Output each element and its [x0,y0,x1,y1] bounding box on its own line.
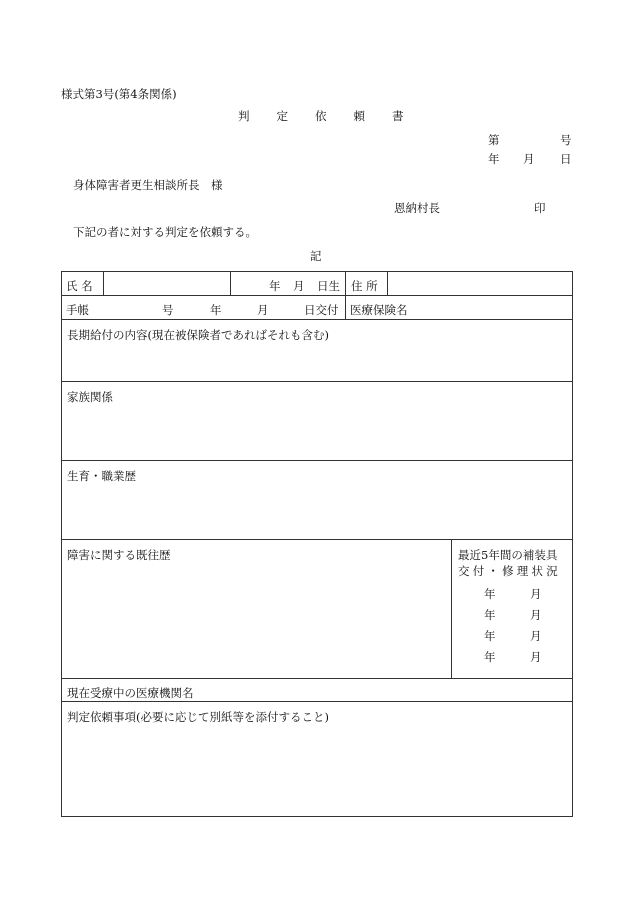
device-history-title-line1: 最近5年間の補装具 [458,548,558,562]
career-cell[interactable] [62,461,573,540]
insurance-label: 医療保険名 [350,303,408,317]
device-row-year: 年 [484,587,496,601]
techo-year: 年 [210,303,222,317]
row-techo-insurance [62,296,573,320]
title-char: 依 [315,109,327,123]
techo-month: 月 [257,303,269,317]
techo-label: 手帳 [66,303,89,317]
doc-number-prefix: 第 [488,133,500,147]
device-row-year: 年 [484,629,496,643]
address-label: 住 所 [351,279,378,293]
device-row-year: 年 [484,608,496,622]
sender-name: 恩納村長 [394,201,440,215]
request-items-cell[interactable] [62,702,573,817]
device-row-month: 月 [530,587,542,601]
family-cell[interactable] [62,382,573,461]
intro-text: 下記の者に対する判定を依頼する。 [73,225,257,239]
date-month: 月 [523,152,535,166]
techo-issued: 日交付 [304,303,339,317]
name-label: 氏 名 [66,279,93,293]
request-form-table [61,271,573,817]
document-title [238,111,404,123]
title-char: 定 [276,109,288,123]
date-year: 年 [488,152,500,166]
seal-mark: 印 [534,201,546,215]
device-history-cell[interactable] [452,540,572,678]
techo-divider [345,296,346,319]
row-name-address [62,272,573,296]
device-history-title [458,547,561,579]
device-row-year: 年 [484,650,496,664]
addressee: 身体障害者更生相談所長 様 [73,178,223,192]
date-day: 日 [560,152,572,166]
birth-month: 月 [293,279,305,293]
doc-number-suffix: 号 [560,133,572,147]
birth-day: 日生 [317,279,340,293]
disability-history-cell[interactable] [62,540,452,678]
ki-heading: 記 [310,249,322,263]
device-row-month: 月 [530,629,542,643]
birth-year: 年 [269,279,281,293]
techo-go: 号 [162,303,174,317]
form-number: 様式第3号(第4条関係) [61,87,177,101]
device-history-title-line2: 交付・修理状況 [458,564,561,578]
name-field[interactable] [103,272,231,295]
title-char: 判 [238,109,250,123]
disability-history-label: 障害に関する既往歴 [67,548,171,562]
request-items-label: 判定依頼事項(必要に応じて別紙等を添付すること) [67,710,329,724]
history-row [62,540,573,679]
title-char: 頼 [353,109,365,123]
current-medical-label: 現在受療中の医療機関名 [67,686,194,700]
address-field[interactable] [387,272,573,295]
current-medical-cell[interactable] [62,679,573,702]
long-term-benefits-cell[interactable] [62,320,573,382]
family-label: 家族関係 [67,390,113,404]
device-row-month: 月 [530,650,542,664]
device-row-month: 月 [530,608,542,622]
long-term-benefits-label: 長期給付の内容(現在被保険者であればそれも含む) [67,328,329,342]
title-char: 書 [392,109,404,123]
career-label: 生育・職業歴 [67,469,136,483]
